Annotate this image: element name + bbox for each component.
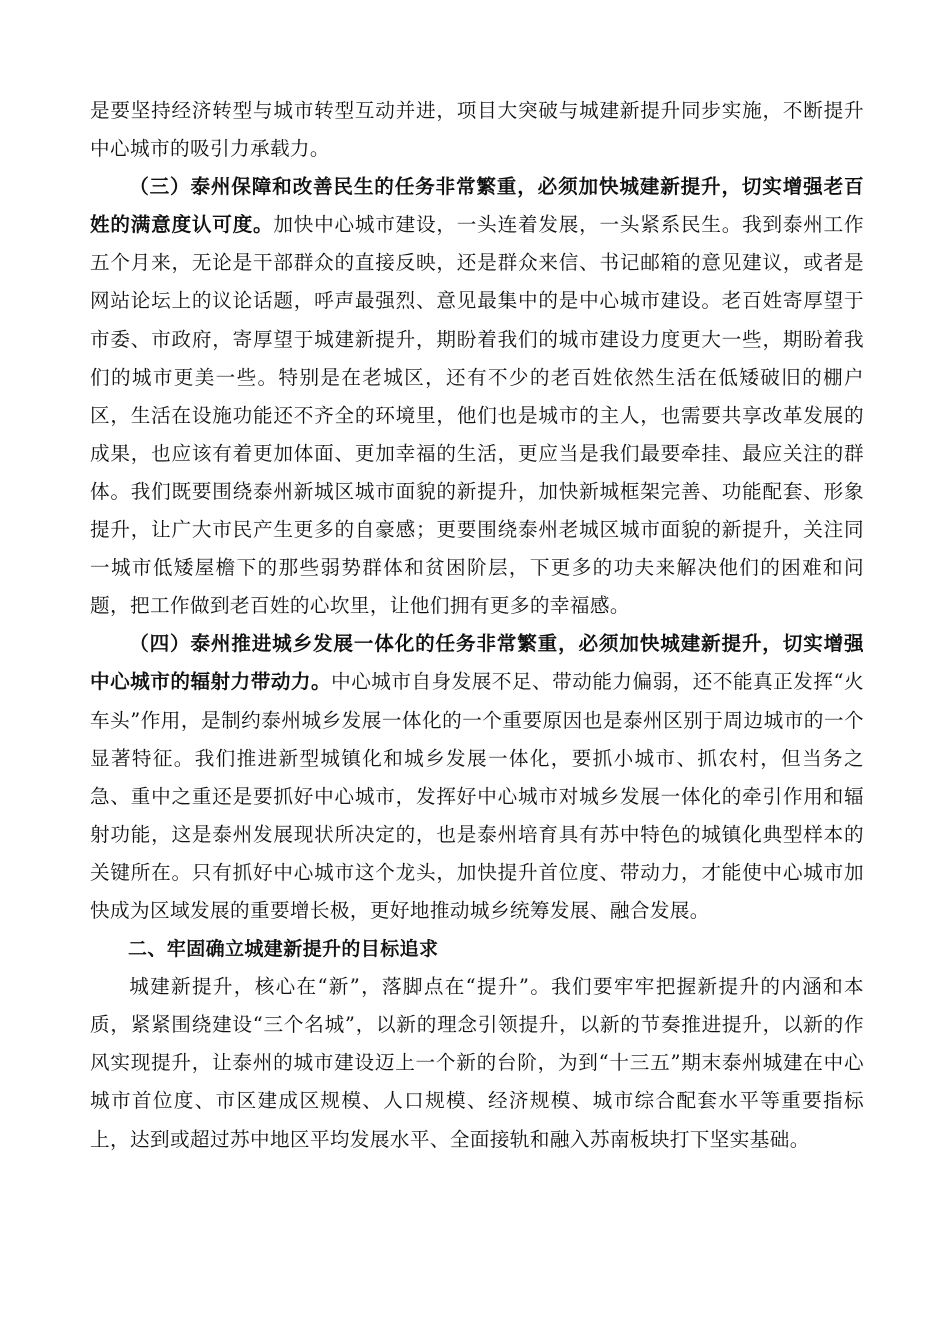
paragraph-goals [90,968,864,1158]
paragraph-text: 是要坚持经济转型与城市转型互动并进，项目大突破与城建新提升同步实施，不断提升中心城市的吸引力承载力。 [90,99,864,161]
paragraph-text: 中心城市自身发展不足、带动能力偏弱，还不能真正发挥“火车头”作用，是制约泰州城乡发展一体化的一个重要原因也是泰州区别于周边城市的一个显著特征。我们推进新型城镇化和城乡发展一体化，要抓小城市、抓农村，但当务之急、重中之重还是要抓好中心城市，发挥好中心城市对城乡发展一体化的牵引作用和辐射功能，这是泰州发展现状所决定的，也是泰州培育具有苏中特色的城镇化典型样本的关键所在。只有抓好中心城市这个龙头，加快提升首位度、带动力，才能使中心城市加快成为区域发展的重要增长极，更好地推动城乡统筹发展、融合发展。 [90,670,864,922]
paragraph-lead-heading: （三）泰州保障和改善民生的任务非常繁重，必须加快城建新提升，切实增强老百姓的满意度认可度。 [90,175,864,237]
paragraph-text: 加快中心城市建设，一头连着发展，一头紧系民生。我到泰州工作五个月来，无论是干部群众的直接反映，还是群众来信、书记邮箱的意见建议，或者是网站论坛上的议论话题，呼声最强烈、意见最集中的是中心城市建设。老百姓寄厚望于市委、市政府，寄厚望于城建新提升，期盼着我们的城市建设力度更大一些，期盼着我们的城市更美一些。特别是在老城区，还有不少的老百姓依然生活在低矮破旧的棚户区，生活在设施功能还不齐全的环境里，他们也是城市的主人，也需要共享改革发展的成果，也应该有着更加体面、更加幸福的生活，更应当是我们最要牵挂、最应关注的群体。我们既要围绕泰州新城区城市面貌的新提升，加快新城框架完善、功能配套、形象提升，让广大市民产生更多的自豪感；更要围绕泰州老城区城市面貌的新提升，关注同一城市低矮屋檐下的那些弱势群体和贫困阶层，下更多的功夫来解决他们的困难和问题，把工作做到老百姓的心坎里，让他们拥有更多的幸福感。 [90,213,864,618]
paragraph-continuation [90,92,864,168]
section-heading: 二、牢固确立城建新提升的目标追求 [128,938,439,961]
document-body [90,92,864,1159]
paragraph-text: 城建新提升，核心在“新”，落脚点在“提升”。我们要牢牢把握新提升的内涵和本质，紧紧围绕建设“三个名城”，以新的理念引领提升，以新的节奏推进提升，以新的作风实现提升，让泰州的城市建设迈上一个新的台阶，为到“十三五”期末泰州城建在中心城市首位度、市区建成区规模、人口规模、经济规模、城市综合配套水平等重要指标上，达到或超过苏中地区平均发展水平、全面接轨和融入苏南板块打下坚实基础。 [90,975,864,1151]
paragraph-urban-rural [90,625,864,930]
paragraph-lead-heading: （四）泰州推进城乡发展一体化的任务非常繁重，必须加快城建新提升，切实增强中心城市的辐射力带动力。 [90,632,864,694]
paragraph-livelihood [90,168,864,625]
